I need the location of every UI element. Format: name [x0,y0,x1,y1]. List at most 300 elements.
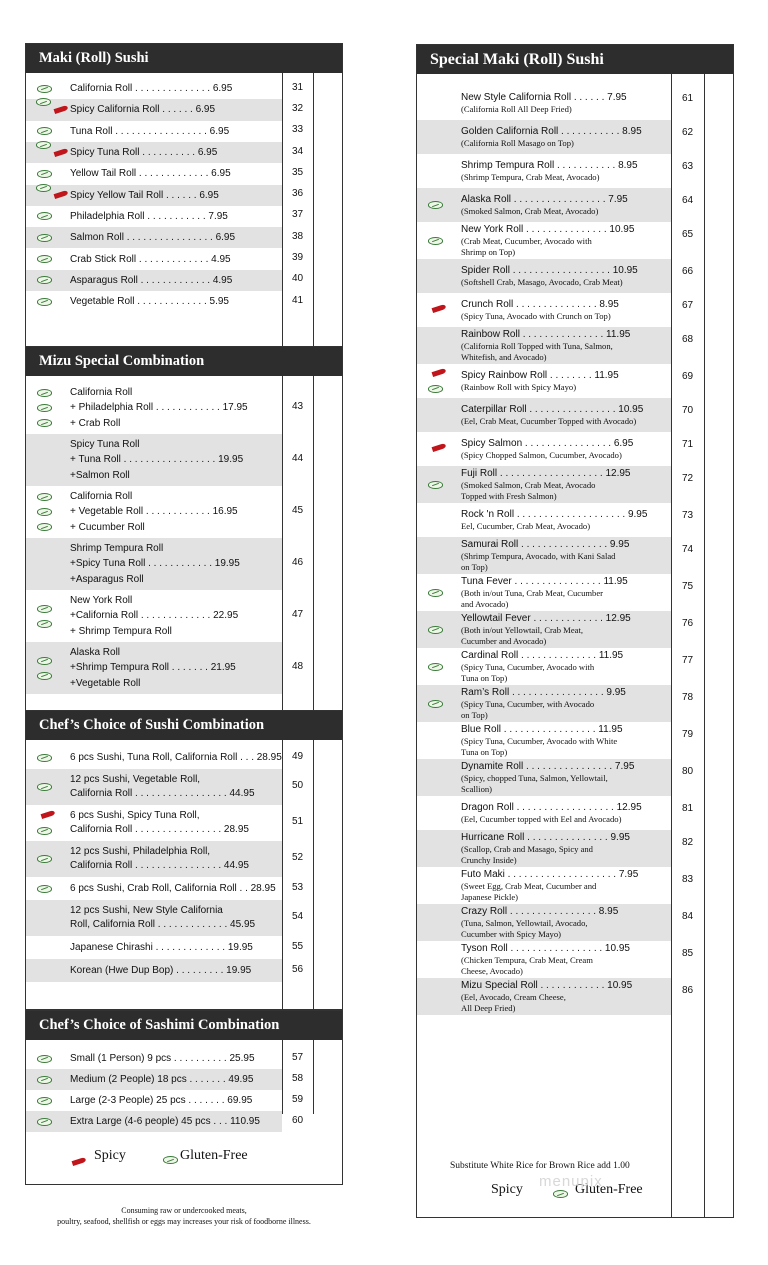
item-description: and Avocado) [461,599,509,609]
item-name-price: Asparagus Roll . . . . . . . . . . . . . 4.95 [70,274,233,286]
item-number: 70 [681,405,694,416]
item-name-price: Medium (2 People) 18 pcs . . . . . . . 49.95 [70,1074,254,1085]
item-name-price: Rainbow Roll . . . . . . . . . . . . . . . 11.95 [461,329,631,340]
item-text [70,593,238,640]
item-number: 69 [681,371,694,382]
substitute-note: Substitute White Rice for Brown Rice add 1.00 [450,1161,630,1171]
item-text [70,541,240,588]
menu-row [26,486,282,538]
item-description: (Crab Meat, Cucumber, Avocado with [461,236,592,246]
item-line: +Salmon Roll [70,469,130,481]
item-text [461,612,631,647]
menu-row [417,978,671,1015]
menu-row [26,227,282,248]
row-icons [26,877,70,900]
row-icons [26,206,70,227]
row-icons [417,796,461,830]
row-icons [417,503,461,537]
item-line: + Vegetable Roll . . . . . . . . . . . . 16.95 [70,506,238,518]
row-icons [26,900,70,936]
menu-row [26,1090,282,1111]
item-line: California Roll [70,490,133,502]
item-text [70,274,232,287]
item-number: 39 [291,252,304,264]
item-line: +Asparagus Roll [70,573,144,585]
item-description: (California Roll Topped with Tuna, Salmon, [461,341,613,351]
row-icons [417,293,461,327]
item-name-price: Cardinal Roll . . . . . . . . . . . . . . 11.95 [461,650,624,661]
item-description: (Both in/out Tuna, Crab Meat, Cucumber [461,588,604,598]
item-name-price: Spicy Salmon . . . . . . . . . . . . . . . . 6.95 [461,438,634,449]
item-description: Crunchy Inside) [461,855,517,865]
item-number: 36 [291,188,304,200]
gluten-free-icon [37,1118,52,1126]
row-icons [417,154,461,188]
gluten-free-icon [36,184,51,192]
item-name-price: Tuna Roll . . . . . . . . . . . . . . . . . 6.95 [70,125,230,137]
item-text [461,467,631,502]
item-line: Korean (Hwe Dup Bop) . . . . . . . . . 19.95 [70,964,252,976]
menu-row [417,685,671,722]
menu-row [26,206,282,227]
item-number: 67 [681,300,694,311]
section-title: Mizu Special Combination [26,347,342,376]
item-text [70,437,243,484]
item-number: 74 [681,544,694,555]
item-text [70,210,228,223]
row-icons [417,432,461,466]
item-line: 12 pcs Sushi, Vegetable Roll, [70,774,201,785]
item-number: 65 [681,229,694,240]
row-icons [26,769,70,805]
menu-row [417,432,671,466]
menu-row [26,163,282,184]
maki-section [25,43,343,348]
item-text [461,264,638,288]
gluten-free-legend-icon [553,1190,568,1198]
item-number: 64 [681,195,694,206]
gluten-free-icon [37,255,52,263]
item-text [461,159,638,183]
item-number: 71 [681,439,694,450]
gluten-free-icon [428,663,443,671]
item-name-price: Tuna Fever . . . . . . . . . . . . . . . . 11.95 [461,576,628,587]
item-text [461,91,627,115]
menu-row [26,769,282,805]
spicy-pepper-icon [54,190,69,199]
item-name-price: Shrimp Tempura Roll . . . . . . . . . . . 8.95 [461,160,638,171]
spicy-pepper-icon [432,367,447,376]
item-line: New York Roll [70,594,133,606]
item-text [461,760,634,795]
chef-sushi-section [25,710,343,1010]
item-number: 49 [291,750,304,762]
item-description: (Shrimp Tempura, Avocado, with Kani Salad [461,551,616,561]
col-divider [704,74,705,1217]
menu-row [26,270,282,291]
item-number: 41 [291,294,304,306]
item-line: Alaska Roll [70,646,121,658]
item-name-price: Yellow Tail Roll . . . . . . . . . . . . . 6.95 [70,168,231,180]
row-icons [26,1048,70,1069]
item-name-price: Yellowtail Fever . . . . . . . . . . . . . 12.95 [461,613,631,624]
gluten-free-icon [37,523,52,531]
item-description: (Eel, Avocado, Cream Cheese, [461,992,566,1002]
item-number: 61 [681,93,694,104]
item-line: California Roll . . . . . . . . . . . . . . . . 28.95 [70,824,249,835]
item-description: (Eel, Cucumber topped with Eel and Avocado) [461,814,622,824]
item-description: (Smoked Salmon, Crab Meat, Avocado [461,480,596,490]
item-line: +Vegetable Roll [70,677,141,689]
item-name-price: Spicy California Roll . . . . . . 6.95 [70,104,216,116]
item-description: Scallion) [461,784,493,794]
item-number: 38 [291,230,304,242]
row-icons [26,185,70,206]
menu-row [417,259,671,293]
menu-row [417,574,671,611]
gluten-free-icon [428,700,443,708]
item-line: California Roll . . . . . . . . . . . . . . . . . 44.95 [70,788,255,799]
item-text [70,1073,253,1086]
watermark: menupix [539,1173,603,1190]
item-line: Spicy Tuna Roll [70,438,140,450]
menu-row [26,900,282,936]
spicy-pepper-icon [432,304,447,313]
row-icons [26,538,70,590]
item-line: Shrimp Tempura Roll [70,542,164,554]
menu-row [26,642,282,694]
item-text [70,489,238,536]
item-number: 72 [681,473,694,484]
row-icons [417,574,461,611]
gluten-free-icon [37,493,52,501]
menu-row [26,590,282,642]
item-number: 52 [291,852,304,863]
item-description: Japanese Pickle) [461,892,519,902]
menu-row [417,86,671,120]
menu-row [26,185,282,206]
item-text [70,882,276,896]
item-name-price: Spicy Yellow Tail Roll . . . . . . 6.95 [70,189,219,201]
gluten-free-icon [428,237,443,245]
row-icons [26,248,70,269]
menu-row [417,648,671,685]
gluten-free-icon [37,212,52,220]
item-description: (Sweet Egg, Crab Meat, Cucumber and [461,881,597,891]
gluten-free-icon [428,481,443,489]
item-number: 68 [681,334,694,345]
item-description: (Eel, Crab Meat, Cucumber Topped with Avocado) [461,416,637,426]
item-number: 46 [291,557,304,568]
item-description: Cucumber with Spicy Mayo) [461,929,562,939]
row-icons [26,163,70,184]
row-icons [26,382,70,434]
item-description: (Both in/out Yellowtail, Crab Meat, [461,625,583,635]
menu-row [26,291,282,312]
item-number: 60 [291,1114,304,1126]
item-text [70,189,219,202]
item-name-price: Spider Roll . . . . . . . . . . . . . . . . . . 10.95 [461,265,638,276]
item-line: California Roll [70,386,133,398]
item-line: 12 pcs Sushi, New Style California [70,905,223,916]
item-description: on Top) [461,562,488,572]
item-number: 34 [291,145,304,157]
item-description: Cheese, Avocado) [461,966,523,976]
item-line: + Cucumber Roll [70,521,145,533]
menu-row [26,382,282,434]
item-text [461,125,642,149]
item-name-price: Crab Stick Roll . . . . . . . . . . . . . 4.95 [70,253,231,265]
item-text [461,508,647,532]
row-icons [417,537,461,574]
item-number: 82 [681,837,694,848]
row-icons [417,759,461,796]
row-icons [26,1069,70,1090]
item-line: + Philadelphia Roll . . . . . . . . . . . . 17.95 [70,402,248,414]
row-icons [417,222,461,259]
row-icons [26,805,70,841]
item-number: 76 [681,618,694,629]
menu-row [417,364,671,398]
row-icons [417,611,461,648]
item-number: 59 [291,1093,304,1105]
menu-row [26,142,282,163]
gluten-free-icon [37,1097,52,1105]
col-divider [671,74,672,1217]
row-icons [417,364,461,398]
gluten-free-icon [37,127,52,135]
gluten-free-icon [37,1055,52,1063]
item-number: 40 [291,273,304,285]
item-number: 84 [681,911,694,922]
row-icons [417,466,461,503]
item-description: (Spicy, chopped Tuna, Salmon, Yellowtail, [461,773,608,783]
item-number: 43 [291,401,304,412]
note-line: Consuming raw or undercooked meats, [121,1206,247,1215]
gluten-free-icon [37,885,52,893]
gluten-free-icon [37,672,52,680]
item-text [461,942,630,977]
item-text [461,298,619,322]
row-icons [417,259,461,293]
menu-row [26,1048,282,1069]
item-name-price: Alaska Roll . . . . . . . . . . . . . . . . . 7.95 [461,194,628,205]
row-icons [417,904,461,941]
row-icons [417,941,461,978]
row-icons [26,291,70,312]
item-text [70,82,232,95]
item-name-price: Small (1 Person) 9 pcs . . . . . . . . . . 25.95 [70,1053,255,1064]
item-description: (Spicy Tuna, Cucumber, with Avocado [461,699,595,709]
gluten-free-icon [37,404,52,412]
gluten-free-icon [428,626,443,634]
gluten-free-icon [37,298,52,306]
item-line: 6 pcs Sushi, Tuna Roll, California Roll . . . 28.95 [70,751,282,763]
item-line: Japanese Chirashi . . . . . . . . . . . . . 19.95 [70,941,253,953]
item-text [70,773,255,801]
item-text [70,941,253,955]
item-number: 45 [291,505,304,516]
chef-sashimi-section [25,1010,343,1185]
item-text [461,868,638,903]
item-name-price: Dragon Roll . . . . . . . . . . . . . . . . . . 12.95 [461,802,642,813]
item-number: 33 [291,124,304,136]
item-text [461,905,618,940]
row-icons [26,936,70,959]
item-text [70,385,248,432]
gluten-free-icon [428,385,443,393]
item-number: 81 [681,803,694,814]
item-line: +Spicy Tuna Roll . . . . . . . . . . . . 19.95 [70,558,240,570]
row-icons [417,722,461,759]
item-text [70,645,236,692]
menu-row [26,959,282,982]
item-description: All Deep Fried) [461,1003,516,1013]
gluten-free-icon [428,589,443,597]
gluten-free-icon [37,508,52,516]
mizu-combination-section [25,346,343,712]
menu-row [417,796,671,830]
menu-row [417,722,671,759]
item-number: 51 [291,816,304,827]
menu-row [417,398,671,432]
menu-row [417,154,671,188]
item-description: (Rainbow Roll with Spicy Mayo) [461,382,577,392]
row-icons [417,830,461,867]
item-text [461,223,634,258]
special-maki-section [416,44,734,1218]
item-number: 50 [291,780,304,791]
menu-row [417,188,671,222]
item-line: +Shrimp Tempura Roll . . . . . . . 21.95 [70,662,236,674]
row-icons [417,685,461,722]
item-name-price: Spicy Rainbow Roll . . . . . . . . 11.95 [461,370,619,381]
item-text [461,403,643,427]
item-name-price: Golden California Roll . . . . . . . . . . . 8.95 [461,126,642,137]
gluten-free-icon [36,141,51,149]
item-description: Shrimp on Top) [461,247,516,257]
item-name-price: Tyson Roll . . . . . . . . . . . . . . . . . 10.95 [461,943,630,954]
item-number: 83 [681,874,694,885]
item-number: 63 [681,161,694,172]
spicy-pepper-icon [54,105,69,114]
menu-row [417,941,671,978]
row-icons [26,434,70,486]
item-number: 48 [291,661,304,672]
item-name-price: California Roll . . . . . . . . . . . . . . 6.95 [70,83,233,95]
item-number: 78 [681,692,694,703]
item-text [461,649,623,684]
item-text [70,751,282,765]
row-icons [26,142,70,163]
menu-row [26,877,282,900]
gluten-free-icon [428,201,443,209]
row-icons [26,959,70,982]
item-number: 75 [681,581,694,592]
item-line: 6 pcs Sushi, Crab Roll, California Roll . . 28.95 [70,882,276,894]
item-text [461,369,619,393]
item-line: California Roll . . . . . . . . . . . . . . . . 44.95 [70,860,249,871]
item-line: + Shrimp Tempura Roll [70,625,172,637]
spicy-legend-icon [72,1157,87,1166]
item-name-price: Rock 'n Roll . . . . . . . . . . . . . . . . . . . . 9.95 [461,509,648,520]
item-name-price: Crazy Roll . . . . . . . . . . . . . . . . 8.95 [461,906,619,917]
item-number: 55 [291,940,304,952]
item-text [70,253,231,266]
item-number: 79 [681,729,694,740]
item-text [70,809,249,837]
item-description: (California Roll Masago on Top) [461,138,574,148]
item-name-price: Samurai Roll . . . . . . . . . . . . . . . . 9.95 [461,539,630,550]
row-icons [26,227,70,248]
item-line: 6 pcs Sushi, Spicy Tuna Roll, [70,810,200,821]
gluten-free-icon [37,389,52,397]
menu-row [417,222,671,259]
menu-row [417,466,671,503]
menu-row [26,1111,282,1132]
item-name-price: Fuji Roll . . . . . . . . . . . . . . . . . . . 12.95 [461,468,631,479]
item-number: 35 [291,166,304,178]
section-title: Chef’s Choice of Sashimi Combination [26,1011,342,1040]
item-number: 80 [681,766,694,777]
gluten-free-icon [36,98,51,106]
item-name-price: Philadelphia Roll . . . . . . . . . . . 7.95 [70,210,228,222]
menu-row [417,537,671,574]
gluten-free-icon [37,1076,52,1084]
item-number: 53 [291,881,304,893]
menu-row [26,434,282,486]
gluten-free-icon [37,85,52,93]
item-line: + Crab Roll [70,417,121,429]
item-number: 77 [681,655,694,666]
item-description: (Spicy Tuna, Avocado with Crunch on Top) [461,311,611,321]
item-text [70,295,229,308]
item-description: (California Roll All Deep Fried) [461,104,572,114]
item-number: 85 [681,948,694,959]
item-description: Cucumber and Avocado) [461,636,547,646]
row-icons [26,590,70,642]
row-icons [417,327,461,364]
item-number: 86 [681,985,694,996]
menu-row [417,327,671,364]
menu-row [26,538,282,590]
gluten-free-icon [37,419,52,427]
section-title: Maki (Roll) Sushi [26,44,342,73]
row-icons [417,398,461,432]
item-name-price: Caterpillar Roll . . . . . . . . . . . . . . . . 10.95 [461,404,644,415]
item-number: 62 [681,127,694,138]
gluten-free-icon [37,234,52,242]
item-name-price: Large (2-3 People) 25 pcs . . . . . . . 69.95 [70,1095,253,1106]
col-divider [313,1040,314,1114]
menu-row [26,1069,282,1090]
item-description: Topped with Fresh Salmon) [461,491,557,501]
item-number: 54 [291,911,304,922]
item-name-price: Extra Large (4-6 people) 45 pcs . . . 110.95 [70,1116,260,1127]
item-text [70,167,231,180]
spicy-pepper-icon [41,809,56,818]
item-name-price: New York Roll . . . . . . . . . . . . . . . 10.95 [461,224,635,235]
item-number: 32 [291,102,304,114]
item-number: 31 [291,81,304,93]
spicy-pepper-icon [54,147,69,156]
item-description: (Spicy Tuna, Cucumber, Avocado with White [461,736,618,746]
item-text [70,231,235,244]
section-title: Chef’s Choice of Sushi Combination [26,711,342,740]
menu-row [26,121,282,142]
item-description: Tuna on Top) [461,747,508,757]
gluten-free-icon [37,605,52,613]
